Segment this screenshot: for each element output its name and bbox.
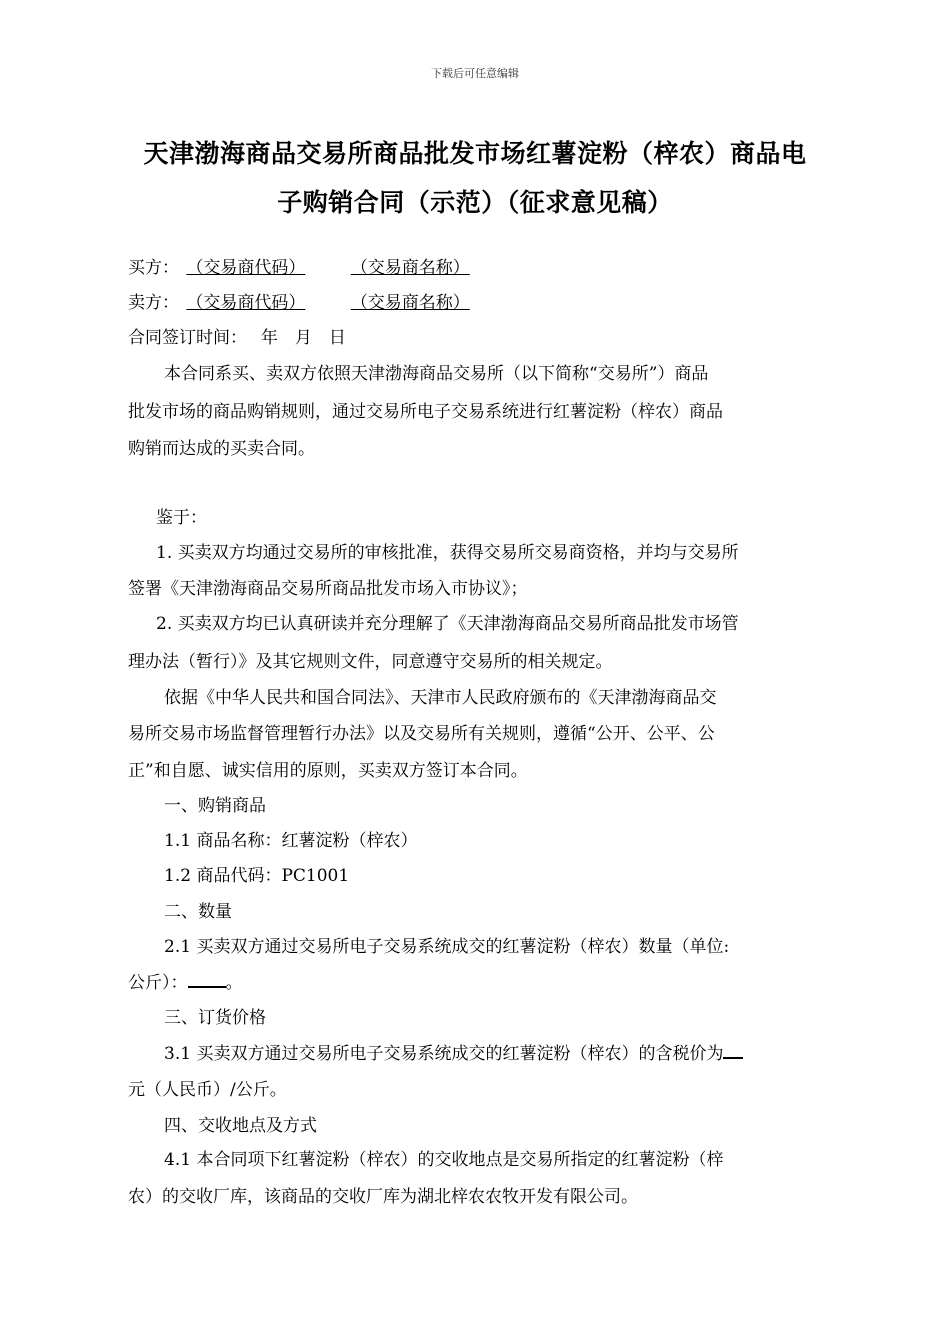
section-4-heading: 四、交收地点及方式 — [164, 1116, 317, 1136]
section-2-1-end: 。 — [225, 973, 243, 993]
quantity-blank — [188, 972, 226, 988]
section-1-heading: 一、购销商品 — [164, 796, 266, 816]
basis-line: 正”和自愿、诚实信用的原则，买卖双方签订本合同。 — [128, 761, 528, 781]
seller-line — [128, 288, 470, 313]
basis-line: 依据《中华人民共和国合同法》、天津市人民政府颁布的《天津渤海商品交 — [164, 688, 717, 708]
seller-code: （交易商代码） — [186, 293, 306, 313]
section-2-1-unit: 公斤）： — [128, 973, 188, 993]
buyer-label: 买方： — [128, 258, 179, 278]
intro-line: 购销而达成的买卖合同。 — [128, 439, 315, 459]
section-3-1 — [164, 1039, 743, 1064]
section-3-1-cont: 元（人民币）/公斤。 — [128, 1080, 287, 1100]
basis-line: 易所交易市场监督管理暂行办法》以及交易所有关规则，遵循“公开、公平、公 — [128, 724, 715, 744]
whereas-heading: 鉴于： — [156, 508, 207, 528]
buyer-name: （交易商名称） — [350, 258, 470, 278]
buyer-line — [128, 253, 470, 278]
document-title-line2: 子购销合同（示范）（征求意见稿） — [277, 188, 673, 217]
section-3-1-text: 3.1 买卖双方通过交易所电子交易系统成交的红薯淀粉（梓农）的含税价为 — [164, 1044, 724, 1064]
whereas-item-1-cont: 签署《天津渤海商品交易所商品批发市场入市协议》； — [128, 579, 528, 599]
section-2-1-cont — [128, 968, 243, 993]
section-2-heading: 二、数量 — [164, 902, 232, 922]
section-3-heading: 三、订货价格 — [164, 1008, 266, 1028]
section-4-1-cont: 农）的交收厂库，该商品的交收厂库为湖北梓农农牧开发有限公司。 — [128, 1187, 638, 1207]
seller-label: 卖方： — [128, 293, 179, 313]
buyer-code: （交易商代码） — [186, 258, 306, 278]
section-1-1: 1.1 商品名称：红薯淀粉（梓农） — [164, 831, 418, 851]
document-title-line1: 天津渤海商品交易所商品批发市场红薯淀粉（梓农）商品电 — [143, 139, 807, 168]
seller-name: （交易商名称） — [350, 293, 470, 313]
section-1-2: 1.2 商品代码：PC1001 — [164, 866, 350, 886]
whereas-item-2: 2. 买卖双方均已认真研读并充分理解了《天津渤海商品交易所商品批发市场管 — [156, 614, 739, 634]
intro-line: 批发市场的商品购销规则，通过交易所电子交易系统进行红薯淀粉（梓农）商品 — [128, 402, 723, 422]
whereas-item-1: 1. 买卖双方均通过交易所的审核批准，获得交易所交易商资格，并均与交易所 — [156, 543, 739, 563]
whereas-item-2-cont: 理办法（暂行）》及其它规则文件，同意遵守交易所的相关规定。 — [128, 652, 613, 672]
intro-line: 本合同系买、卖双方依照天津渤海商品交易所（以下简称“交易所”）商品 — [164, 364, 709, 384]
sign-date: 合同签订时间： 年 月 日 — [128, 328, 346, 348]
price-blank — [723, 1043, 743, 1059]
section-4-1: 4.1 本合同项下红薯淀粉（梓农）的交收地点是交易所指定的红薯淀粉（梓 — [164, 1150, 724, 1170]
section-2-1: 2.1 买卖双方通过交易所电子交易系统成交的红薯淀粉（梓农）数量（单位: — [164, 937, 730, 957]
header-note: 下载后可任意编辑 — [431, 67, 519, 80]
